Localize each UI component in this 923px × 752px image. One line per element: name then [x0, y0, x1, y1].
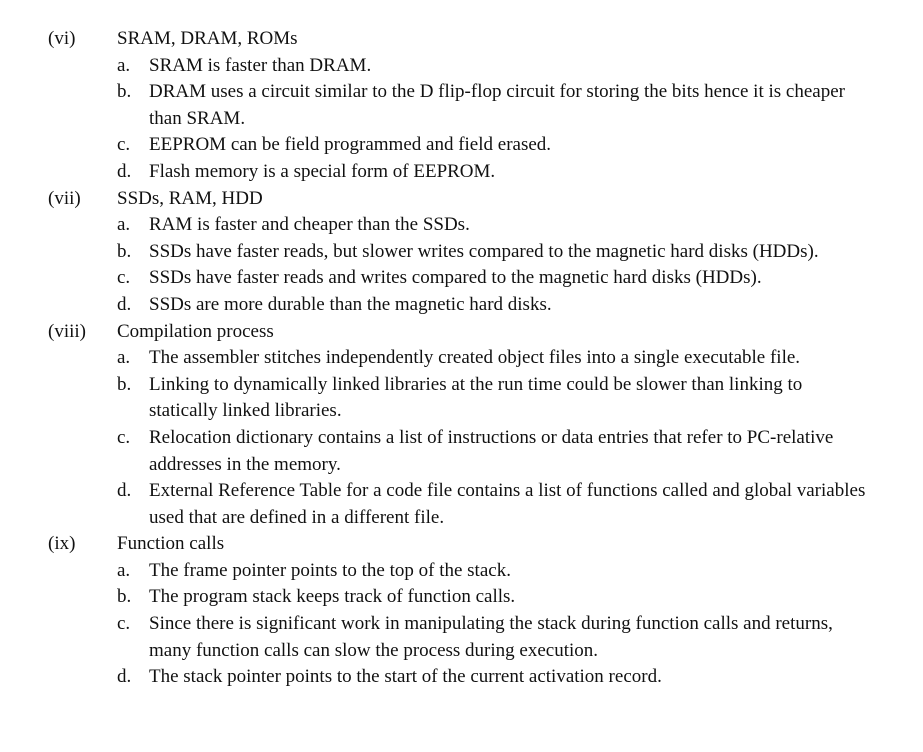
question-title: SSDs, RAM, HDD: [117, 187, 263, 209]
option-letter: c.: [117, 426, 131, 448]
option-letter: c.: [117, 613, 131, 635]
option-a: [0, 53, 869, 80]
option-d: [0, 292, 869, 319]
question-title: Compilation process: [117, 320, 274, 342]
option-b: [0, 372, 869, 425]
option-c: [0, 265, 869, 292]
option-c: [0, 611, 869, 664]
option-letter: c.: [117, 134, 131, 156]
question-ix: [0, 531, 923, 691]
option-a: [0, 558, 869, 585]
option-text: DRAM uses a circuit similar to the D flip-flop circuit for storing the bits hence it is cheaper than SRAM.: [149, 81, 845, 129]
option-b: [0, 239, 869, 266]
question-header: [0, 319, 923, 346]
option-text: SSDs have faster reads and writes compared to the magnetic hard disks (HDDs).: [149, 267, 762, 289]
option-c: [0, 132, 869, 159]
option-a: [0, 212, 869, 239]
option-letter: a.: [117, 347, 131, 369]
option-d: [0, 159, 869, 186]
option-d: [0, 478, 869, 531]
option-text: Relocation dictionary contains a list of instructions or data entries that refer to PC-relative addresses in the memory.: [149, 426, 834, 475]
question-header: [0, 531, 923, 558]
option-text: Flash memory is a special form of EEPROM.: [149, 160, 496, 182]
option-b: [0, 79, 869, 132]
option-text: RAM is faster and cheaper than the SSDs.: [149, 214, 470, 236]
option-letter: a.: [117, 559, 131, 581]
option-letter: d.: [117, 160, 132, 182]
option-text: SSDs have faster reads, but slower writes compared to the magnetic hard disks (HDDs).: [149, 240, 819, 262]
option-letter: d.: [117, 293, 132, 315]
option-text: The frame pointer points to the top of the stack.: [149, 559, 511, 581]
option-d: [0, 664, 869, 691]
question-header: [0, 26, 923, 53]
option-letter: b.: [117, 81, 132, 103]
option-text: EEPROM can be field programmed and field erased.: [149, 134, 552, 156]
option-letter: d.: [117, 480, 132, 502]
question-title: SRAM, DRAM, ROMs: [117, 28, 298, 49]
option-text: Since there is significant work in manipulating the stack during function calls and returns, many function calls can slow the process during execution.: [149, 613, 833, 661]
option-letter: b.: [117, 373, 132, 395]
option-letter: c.: [117, 267, 131, 289]
option-letter: a.: [117, 54, 131, 76]
option-text: The assembler stitches independently created object files into a single executable file.: [149, 347, 801, 369]
option-text: SRAM is faster than DRAM.: [149, 54, 372, 76]
option-a: [0, 345, 869, 372]
question-number: (viii): [48, 320, 86, 342]
question-title: Function calls: [117, 533, 225, 555]
option-c: [0, 425, 869, 478]
question-viii: [0, 319, 923, 532]
option-letter: a.: [117, 214, 131, 236]
option-b: [0, 584, 869, 611]
option-text: External Reference Table for a code file contains a list of functions called and global variables used that are defined in a different file.: [149, 480, 866, 528]
option-letter: d.: [117, 666, 132, 688]
question-number: (ix): [48, 533, 76, 555]
option-text: The stack pointer points to the start of the current activation record.: [149, 666, 662, 688]
option-text: Linking to dynamically linked libraries at the run time could be slower than linking to statically linked libraries.: [149, 373, 803, 422]
question-number: (vii): [48, 187, 81, 209]
question-header: [0, 186, 923, 213]
option-text: SSDs are more durable than the magnetic hard disks.: [149, 293, 552, 315]
option-letter: b.: [117, 240, 132, 262]
option-letter: b.: [117, 586, 132, 608]
option-text: The program stack keeps track of function calls.: [149, 586, 516, 608]
question-number: (vi): [48, 28, 76, 49]
question-vii: [0, 186, 923, 319]
question-vi: [0, 26, 923, 186]
